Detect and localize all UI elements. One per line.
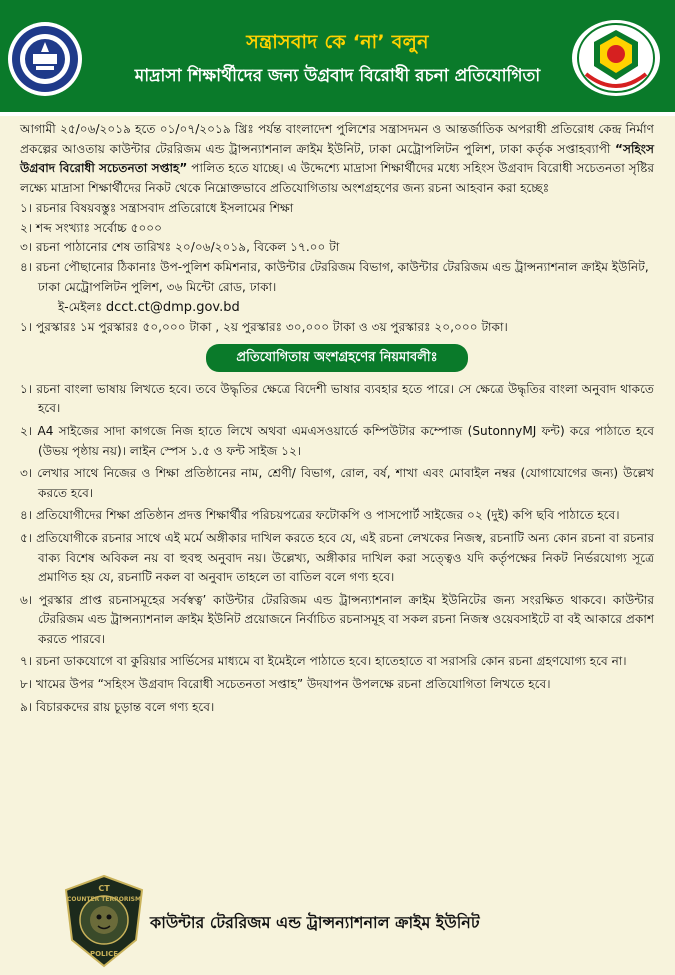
intro-highlight: “সহিংস উগ্রবাদ বিরোধী সচেতনতা সপ্তাহ” — [20, 141, 654, 176]
unit-name: কাউন্টার টেররিজম এন্ড ট্রান্সন্যাশনাল ক্রাইম ইউনিট — [150, 913, 480, 932]
police-emblem-icon — [8, 22, 82, 96]
notice-body — [20, 120, 654, 720]
page-subtitle: মাদ্রাসা শিক্ষার্থীদের জন্য উগ্রবাদ বিরোধী রচনা প্রতিযোগিতা — [134, 66, 541, 86]
rule-item: ৬। পুরস্কার প্রাপ্ত রচনাসমূহের সর্বস্বত্ব’ কাউন্টার টেররিজম এন্ড ট্রান্সন্যাশনাল ক্রাইম ইউনিটের জন্য সংরক্ষিত থাকবে। কাউন্টার টেররিজম এন্ড ট্রান্সন্যাশনাল ক্রাইম ইউনিট প্রয়োজনে নির্বাচিত রচনাসমূহ বা সকল রচনা নিজস্ব ওয়েবসাইটে বা বই আকারে প্রকাশ করতে পারবে। — [20, 592, 654, 646]
rule-item: ৩। লেখার সাথে নিজের ও শিক্ষা প্রতিষ্ঠানের নাম, শ্রেণী/ বিভাগ, রোল, বর্ষ, শাখা এবং মোবাইল নম্বর (যোগাযোগের জন্য) উল্লেখ করতে হবে। — [20, 466, 654, 500]
detail-item: ৩। রচনা পাঠানোর শেষ তারিখঃ ২০/০৬/২০১৯, বিকেল ১৭.০০ টা — [20, 240, 340, 255]
rule-item: ১। রচনা বাংলা ভাষায় লিখতে হবে। তবে উদ্ধৃতির ক্ষেত্রে বিদেশী ভাষার ব্যবহার হতে পারে। সে ক্ষেত্রে উদ্ধৃতির বাংলা অনুবাদ থাকতে হবে। — [20, 381, 654, 416]
email-label: ই-মেইলঃ — [58, 300, 106, 315]
badge-top-text: CT — [98, 884, 110, 893]
badge-ring-text: COUNTER TERRORISM — [67, 896, 141, 903]
ct-unit-logo-icon — [572, 20, 660, 96]
counter-terrorism-badge-icon — [62, 874, 146, 968]
email-line — [20, 297, 654, 318]
rule-item: ৭। রচনা ডাকযোগে বা কুরিয়ার সার্ভিসের মাধ্যমে বা ইমেইলে পাঠাতে হবে। হাতেহাতে বা সরাসরি কোন রচনা গ্রহণযোগ্য হবে না। — [20, 654, 627, 669]
rule-item: ২। A4 সাইজের সাদা কাগজে নিজ হাতে লিখে অথবা এমএসওয়ার্ডে কম্পিউটার কম্পোজ (SutonnyMJ ফন্ট) করে পাঠাতে হবে (উভয় পৃষ্ঠায় নয়)। লাইন স্পেস ১.৫ ও ফন্ট সাইজ ১২। — [20, 424, 654, 458]
detail-item: ৪। রচনা পৌছানোর ঠিকানাঃ উপ-পুলিশ কমিশনার, কাউন্টার টেররিজম বিভাগ, কাউন্টার টেররিজম এন্ড ট্রান্সন্যাশনাল ক্রাইম ইউনিট, ঢাকা মেট্রোপলিটন পুলিশ, ৩৬ মিন্টো রোড, ঢাকা। — [20, 260, 649, 294]
intro-text-after: পালিত হতে যাচ্ছে। এ উদ্দেশ্যে মাদ্রাসা শিক্ষার্থীদের মধ্যে সহিংস উগ্রবাদ বিরোধী সচেতনতা সৃষ্টির লক্ষ্যে মাদ্রাসা শিক্ষার্থীদের নিকট থেকে নিম্নোক্তভাবে প্রতিযোগিতায় অংশগ্রহণের জন্য রচনা আহবান করা হচ্ছেঃ — [20, 161, 654, 195]
page-title: সন্ত্রাসবাদ কে ‘না’ বলুন — [246, 31, 429, 53]
badge-bottom-text: POLICE — [89, 950, 119, 958]
rule-item: ৪। প্রতিযোগীদের শিক্ষা প্রতিষ্ঠান প্রদত্ত শিক্ষার্থীর পরিচয়পত্রের ফটোকপি ও পাসপোর্ট সাইজের ০২ (দুই) কপি ছবি পাঠাতে হবে। — [20, 508, 620, 523]
intro-paragraph — [20, 120, 654, 198]
rule-item: ৫। প্রতিযোগীকে রচনার সাথে এই মর্মে অঙ্গীকার দাখিল করতে হবে যে, এই রচনা লেখকের নিজস্ব, রচনাটি অন্য কোন রচনা বা রচনার বাক্য বিশেষ অবিকল নয় বা হুবহু অনুবাদ নয়। উল্লেখ্য, অঙ্গীকার দাখিল করা সত্ত্বেও যদি কর্তৃপক্ষের নিকট নির্ভরযোগ্য সূত্রে প্রমাণিত হয় যে, রচনাটি নকল বা অনুবাদ তাহলে তা বাতিল বলে গণ্য হবে। — [20, 530, 654, 585]
rule-item: ৮। খামের উপর “সহিংস উগ্রবাদ বিরোধী সচেতনতা সপ্তাহ” উদযাপন উপলক্ষে রচনা প্রতিযোগিতা লিখতে হবে। — [20, 676, 551, 691]
header-banner — [0, 0, 675, 116]
rule-item: ৯। বিচারকদের রায় চূড়ান্ত বলে গণ্য হবে। — [20, 699, 215, 714]
rules-heading: প্রতিযোগিতায় অংশগ্রহণের নিয়মাবলীঃ — [206, 344, 468, 372]
footer — [0, 868, 675, 975]
email-address[interactable]: dcct.ct@dmp.gov.bd — [105, 300, 240, 316]
prize-item: ১। পুরস্কারঃ ১ম পুরস্কারঃ ৫০,০০০ টাকা , ২য় পুরস্কারঃ ৩০,০০০ টাকা ও ৩য় পুরস্কারঃ ২০,০০০ টাকা। — [20, 320, 508, 335]
detail-item: ২। শব্দ সংখ্যাঃ সর্বোচ্চ ৫০০০ — [20, 220, 163, 235]
intro-text-before: আগামী ২৫/০৬/২০১৯ হতে ০১/০৭/২০১৯ খ্রিঃ পর্যন্ত বাংলাদেশ পুলিশের সন্ত্রাসদমন ও আন্তর্জাতিক অপরাধী প্রতিরোধ কেন্দ্র নির্মাণ প্রকল্পের আওতায় কাউন্টার টেররিজম এন্ড ট্রান্সন্যাশনাল ক্রাইম ইউনিট, ঢাকা মেট্রোপলিটন পুলিশ, ঢাকা কর্তৃক সপ্তাহব্যাপী — [20, 122, 654, 156]
detail-item: ১। রচনার বিষয়বস্তুঃ সন্ত্রাসবাদ প্রতিরোধে ইসলামের শিক্ষা — [20, 201, 294, 216]
